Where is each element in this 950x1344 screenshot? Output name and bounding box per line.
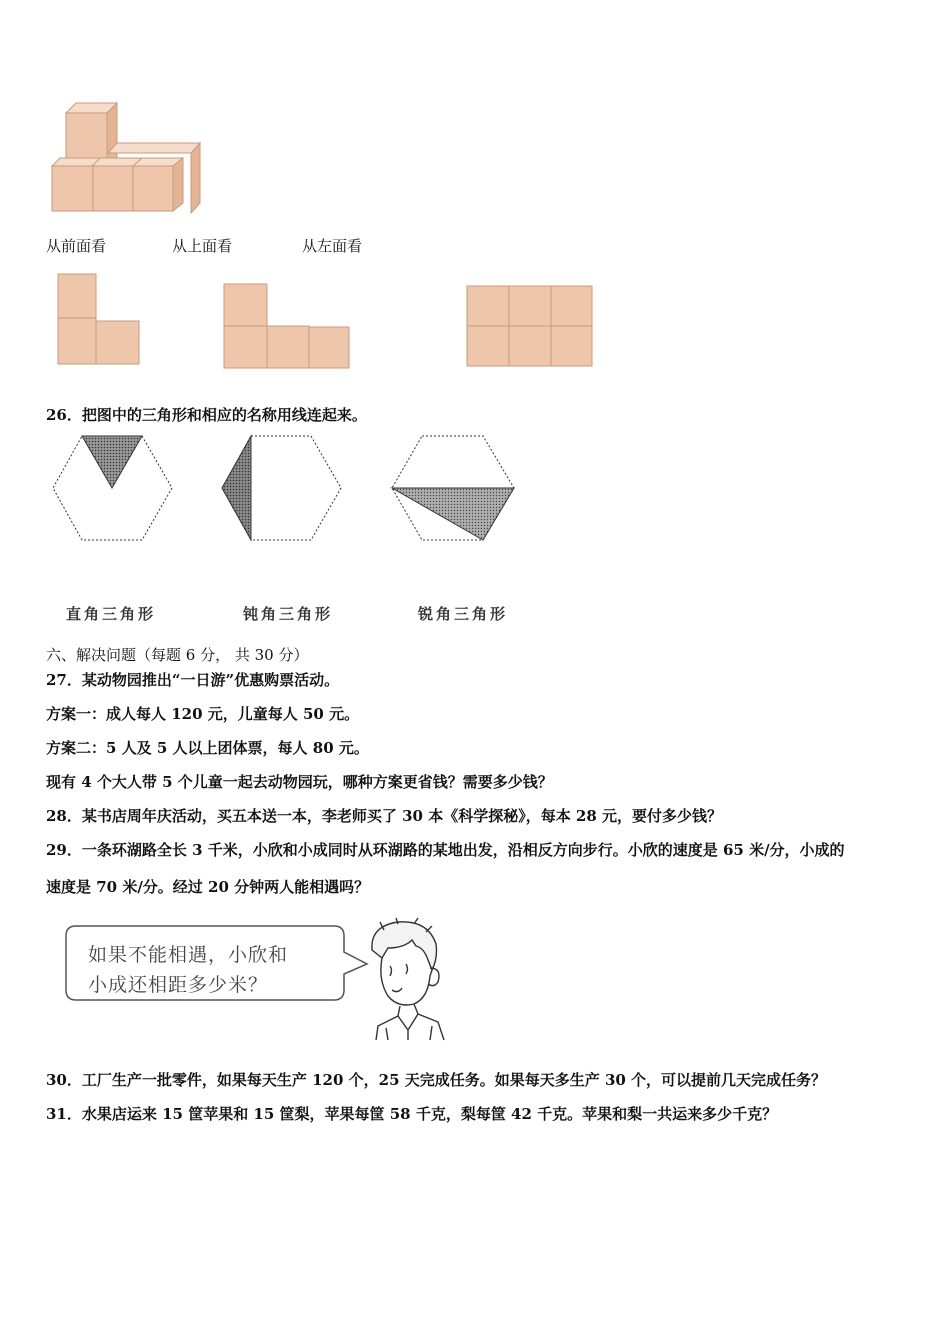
top-view-figure	[222, 282, 357, 372]
q27-plan2: 方案二：5 人及 5 人以上团体票，每人 80 元。	[46, 739, 369, 757]
cube-face	[52, 158, 183, 166]
q27-question: 现有 4 个大人带 5 个儿童一起去动物园玩，哪种方案更省钱？需要多少钱？	[46, 773, 553, 791]
q29-line2: 速度是 70 米/分。经过 20 分钟两人能相遇吗？	[46, 878, 370, 896]
view-square	[267, 326, 309, 368]
view-square	[224, 326, 267, 368]
cube-face	[173, 158, 183, 211]
triangle-name-obtuse: 钝角三角形	[243, 605, 334, 623]
triangle-name-acute: 锐角三角形	[418, 605, 509, 623]
hexagon-acute-triangle	[390, 434, 518, 544]
cube-face	[133, 166, 173, 211]
q26-title: 26．把图中的三角形和相应的名称用线连起来。	[46, 406, 367, 424]
cube-face	[108, 143, 200, 153]
view-square	[551, 286, 592, 326]
cube-stack-figure	[50, 103, 210, 218]
view-square	[509, 286, 551, 326]
cube-face	[191, 143, 200, 213]
boy-mouth	[392, 988, 402, 992]
front-view-figure	[55, 272, 145, 367]
boy-eye	[406, 964, 408, 974]
triangle-name-right: 直角三角形	[66, 605, 157, 623]
q27-title: 27．某动物园推出“一日游”优惠购票活动。	[46, 671, 340, 689]
left-view-figure	[466, 285, 596, 370]
q28-text: 28．某书店周年庆活动，买五本送一本，李老师买了 30 本《科学探秘》，每本 28 元，要付多少钱？	[46, 807, 723, 825]
view-label-front: 从前面看	[46, 237, 107, 255]
q31-text: 31．水果店运来 15 筐苹果和 15 筐梨，苹果每筐 58 千克，梨每筐 42 千克。苹果和梨一共运来多少千克？	[46, 1105, 778, 1123]
shaded-triangle	[82, 436, 142, 488]
view-square	[551, 326, 592, 366]
cube-face	[66, 113, 107, 158]
hexagon-obtuse-triangle	[220, 434, 344, 544]
q30-text: 30．工厂生产一批零件，如果每天生产 120 个，25 天完成任务。如果每天多生产 30 个，可以提前几天完成任务？	[46, 1071, 827, 1089]
boy-illustration	[358, 918, 453, 1043]
shaded-triangle	[392, 488, 514, 540]
section-six-heading: 六、解决问题（每题 6 分， 共 30 分）	[46, 646, 309, 664]
view-label-left: 从左面看	[302, 237, 363, 255]
cube-face	[93, 166, 133, 211]
view-square	[467, 286, 509, 326]
bubble-text-line1: 如果不能相遇，小欣和	[88, 944, 289, 966]
view-square	[467, 326, 509, 366]
boy-shirt	[376, 1004, 444, 1040]
view-label-top: 从上面看	[172, 237, 233, 255]
q27-plan1: 方案一：成人每人 120 元，儿童每人 50 元。	[46, 705, 360, 723]
boy-eye	[390, 966, 392, 976]
shaded-triangle	[222, 436, 251, 540]
bubble-text-line2: 小成还相距多少米？	[88, 974, 269, 996]
hexagon-right-triangle	[52, 434, 176, 544]
q29-line1: 29．一条环湖路全长 3 千米，小欣和小成同时从环湖路的某地出发，沿相反方向步行。小欣的速度是 65 米/分，小成的	[46, 841, 845, 859]
cube-face	[52, 166, 93, 211]
view-square	[224, 284, 267, 326]
view-square	[96, 321, 139, 364]
view-square	[58, 274, 96, 318]
view-square	[509, 326, 551, 366]
view-square	[58, 318, 96, 364]
view-square	[309, 327, 349, 368]
